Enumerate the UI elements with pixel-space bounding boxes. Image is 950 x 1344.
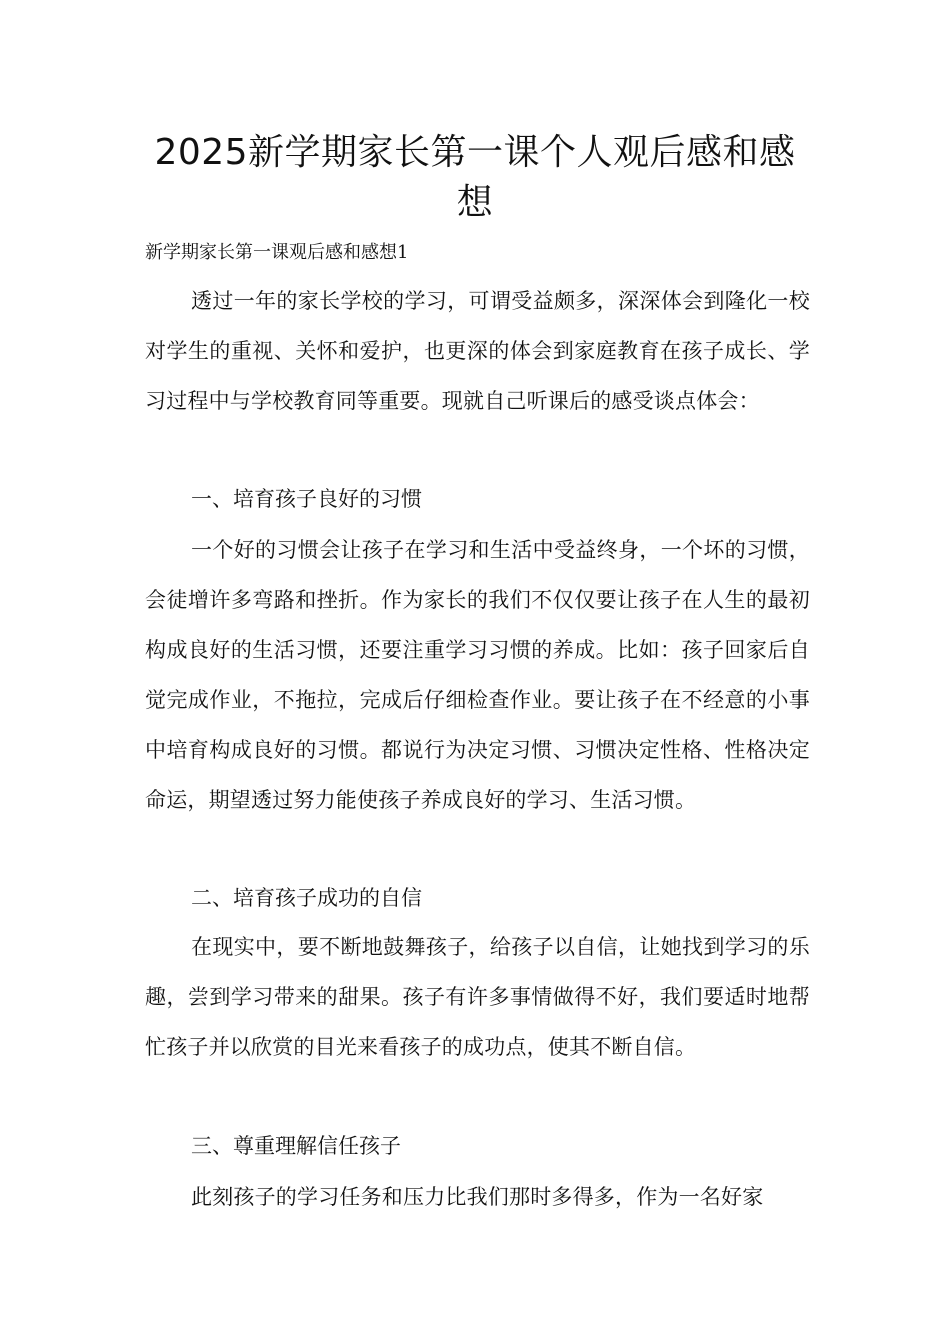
intro-paragraph: 透过一年的家长学校的学习，可谓受益颇多，深深体会到隆化一校对学生的重视、关怀和爱护，也更深的体会到家庭教育在孩子成长、学习过程中与学校教育同等重要。现就自己听课后的感受谈点体会：	[145, 289, 810, 413]
section-body-2: 在现实中，要不断地鼓舞孩子，给孩子以自信，让她找到学习的乐趣，尝到学习带来的甜果。孩子有许多事情做得不好，我们要适时地帮忙孩子并以欣赏的目光来看孩子的成功点，使其不断自信。	[145, 935, 810, 1059]
section-heading-3: 三、尊重理解信任孩子	[191, 1134, 401, 1158]
section-body-3: 此刻孩子的学习任务和压力比我们那时多得多，作为一名好家	[191, 1185, 764, 1209]
document-title: 2025新学期家长第一课个人观后感和感想	[154, 132, 796, 223]
document-subtitle: 新学期家长第一课观后感和感想1	[145, 242, 409, 263]
section-body-1: 一个好的习惯会让孩子在学习和生活中受益终身，一个坏的习惯，会徒增许多弯路和挫折。作为家长的我们不仅仅要让孩子在人生的最初构成良好的生活习惯，还要注重学习习惯的养成。比如：孩子回家后自觉完成作业，不拖拉，完成后仔细检查作业。要让孩子在不经意的小事中培育构成良好的习惯。都说行为决定习惯、习惯决定性格、性格决定命运，期望透过努力能使孩子养成良好的学习、生活习惯。	[145, 538, 810, 812]
section-heading-2: 二、培育孩子成功的自信	[191, 886, 422, 910]
section-heading-1: 一、培育孩子良好的习惯	[191, 487, 422, 511]
